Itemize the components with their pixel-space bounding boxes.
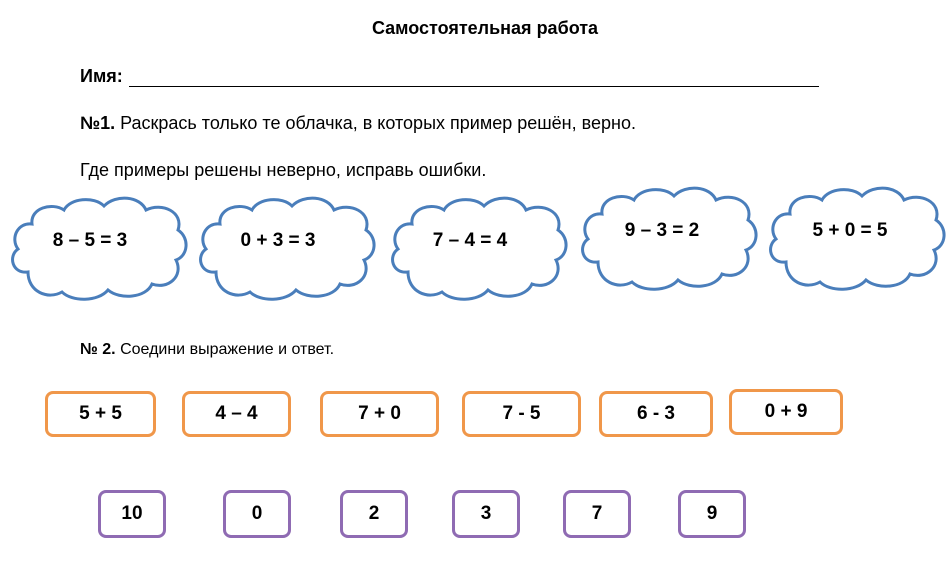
name-underline[interactable]: [129, 70, 819, 87]
task-1-instruction: [80, 113, 636, 134]
cloud-4[interactable]: [583, 188, 757, 289]
cloud-2[interactable]: [201, 198, 375, 299]
answer-card[interactable]: 7: [563, 490, 631, 538]
name-field-row: [80, 66, 819, 87]
cloud-4-text: 9 – 3 = 2: [624, 220, 700, 241]
cloud-3-text: 7 – 4 = 4: [432, 230, 508, 251]
expression-card[interactable]: 7 + 0: [320, 391, 439, 437]
cloud-5-text: 5 + 0 = 5: [812, 220, 888, 241]
clouds-area: [0, 180, 950, 305]
task-1-number: №1.: [80, 113, 116, 133]
worksheet-title: Самостоятельная работа: [371, 18, 599, 38]
name-label: Имя:: [80, 66, 123, 86]
cloud-5[interactable]: [771, 188, 945, 289]
answer-card[interactable]: 3: [452, 490, 520, 538]
expression-card[interactable]: 4 – 4: [182, 391, 291, 437]
cloud-2-text: 0 + 3 = 3: [240, 230, 316, 251]
cloud-1[interactable]: [13, 198, 187, 299]
task-2-instruction: [80, 341, 334, 359]
task-2-number: № 2.: [80, 341, 116, 358]
expression-card[interactable]: 7 - 5: [462, 391, 581, 437]
answer-card[interactable]: 2: [340, 490, 408, 538]
cloud-1-text: 8 – 5 = 3: [52, 230, 128, 251]
task-2-text: Соедини выражение и ответ.: [115, 341, 335, 358]
answer-card[interactable]: 10: [98, 490, 166, 538]
cloud-3[interactable]: [393, 198, 567, 299]
task-1-instruction-2: Где примеры решены неверно, исправь ошибки.: [80, 160, 487, 180]
task-1-text: Раскрась только те облачка, в которых пример решён, верно.: [115, 113, 636, 133]
expression-card[interactable]: 0 + 9: [729, 389, 843, 435]
answer-card[interactable]: 9: [678, 490, 746, 538]
expression-card[interactable]: 5 + 5: [45, 391, 156, 437]
answer-card[interactable]: 0: [223, 490, 291, 538]
expression-card[interactable]: 6 - 3: [599, 391, 713, 437]
